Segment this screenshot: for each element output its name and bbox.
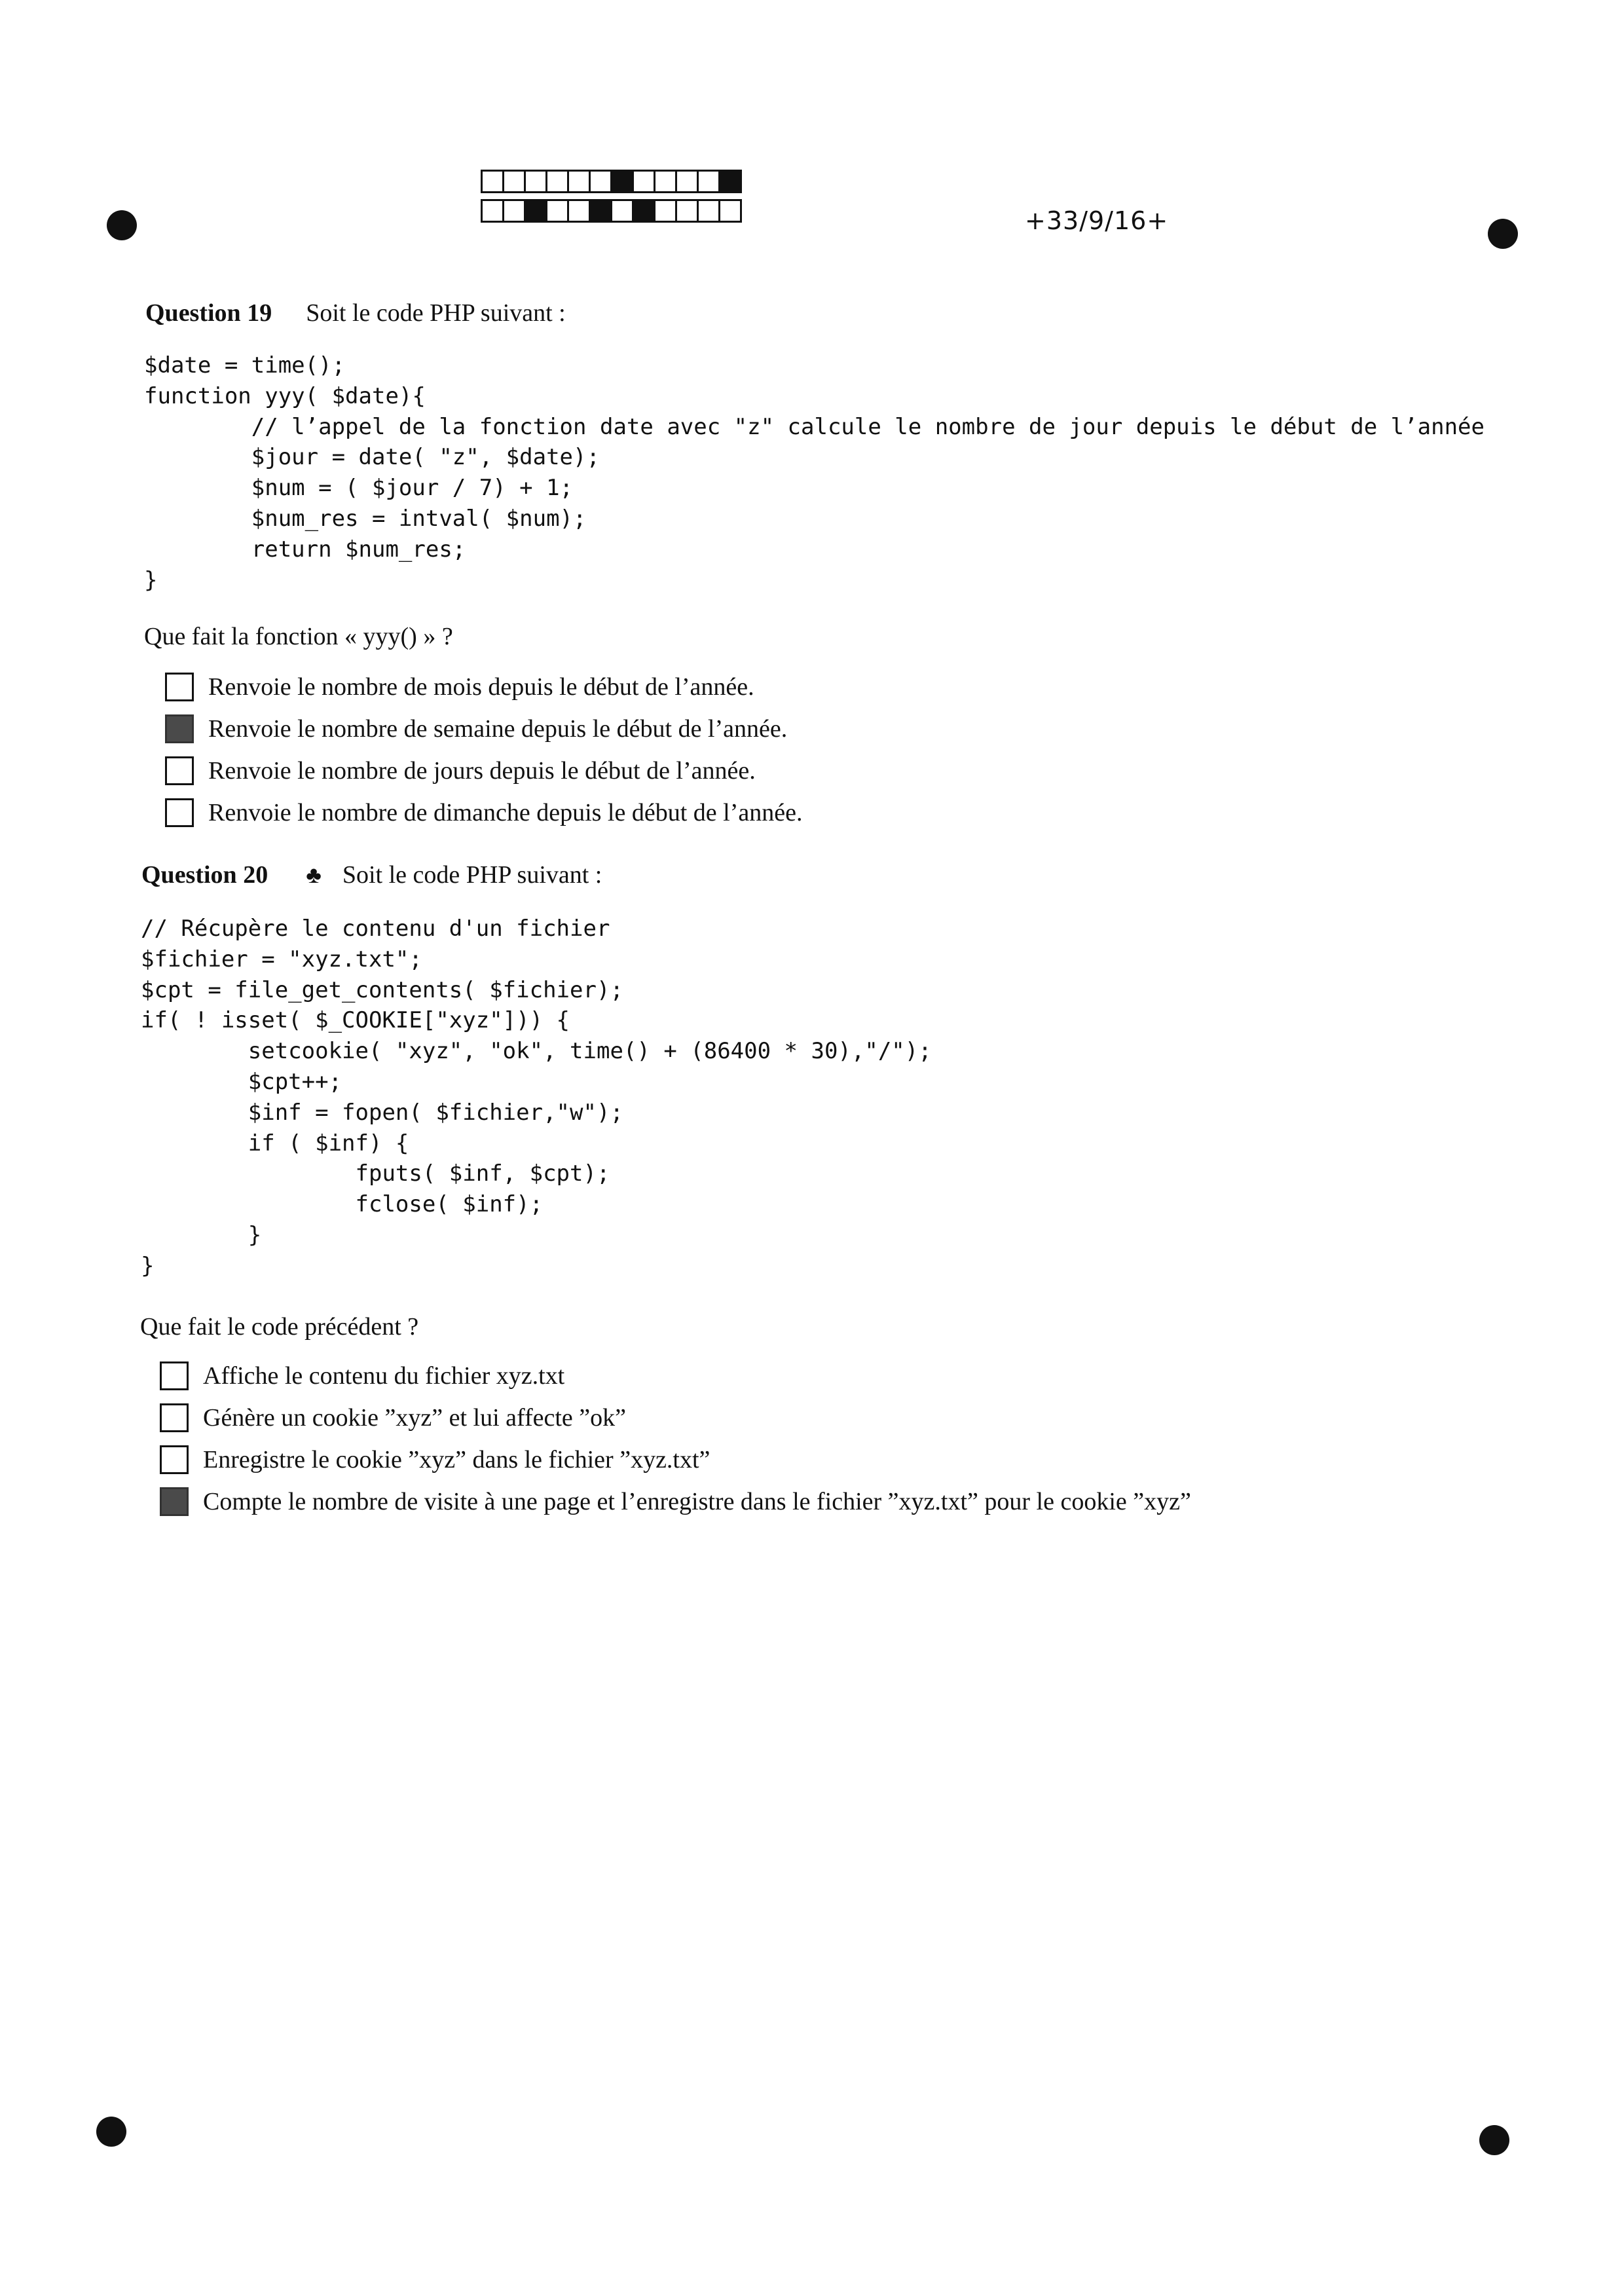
q19-option-2-label: Renvoie le nombre de semaine depuis le début de l’année.: [208, 715, 788, 743]
q19-option-4-checkbox[interactable]: [165, 798, 194, 827]
barcode-cell: [481, 199, 504, 223]
question-19-header: [145, 299, 566, 327]
question-19-prompt: Que fait la fonction « yyy() » ?: [144, 623, 453, 650]
question-20-intro: Soit le code PHP suivant :: [342, 861, 602, 889]
barcode-cell: [524, 199, 547, 223]
registration-mark-bottom-right: [1479, 2125, 1509, 2155]
barcode-cell: [654, 170, 677, 193]
q19-option-2-checkbox[interactable]: [165, 714, 194, 743]
barcode-cell: [545, 170, 569, 193]
q20-option-3-checkbox[interactable]: [160, 1445, 189, 1474]
q20-option-1-checkbox[interactable]: [160, 1361, 189, 1390]
q20-option-3-label: Enregistre le cookie ”xyz” dans le fichier ”xyz.txt”: [203, 1446, 710, 1473]
q19-option-3-checkbox[interactable]: [165, 756, 194, 785]
barcode-cell: [567, 199, 591, 223]
question-19-code: $date = time(); function yyy( $date){ // l’appel de la fonction date avec "z" calcule le nombre de jour depuis le début de l’année $jour = date( "z", $date); $num = ( $jour / 7) + 1; $num_res = intval( $num); return $num_res; }: [144, 352, 1485, 593]
q20-option-3[interactable]: [160, 1445, 710, 1474]
barcode-cell: [675, 170, 699, 193]
barcode-cell: [481, 170, 504, 193]
barcode-cell: [545, 199, 569, 223]
q20-option-4[interactable]: [160, 1487, 1191, 1516]
question-20-number: Question 20: [141, 861, 268, 889]
barcode-cell: [610, 170, 634, 193]
q19-option-4[interactable]: [165, 798, 802, 827]
page-id: +33/9/16+: [1025, 206, 1169, 235]
barcode-cell: [502, 170, 526, 193]
q20-option-1-label: Affiche le contenu du fichier xyz.txt: [203, 1362, 565, 1390]
question-20-prompt: Que fait le code précédent ?: [140, 1313, 419, 1341]
barcode-cell: [589, 170, 612, 193]
barcode-row-top: [481, 170, 740, 193]
barcode-cell: [654, 199, 677, 223]
q19-option-3-label: Renvoie le nombre de jours depuis le début de l’année.: [208, 757, 756, 785]
barcode-cell: [567, 170, 591, 193]
club-icon: ♣: [306, 862, 322, 888]
barcode-cell: [524, 170, 547, 193]
barcode-cell: [632, 199, 655, 223]
q20-option-4-checkbox[interactable]: [160, 1487, 189, 1516]
q20-option-2-checkbox[interactable]: [160, 1403, 189, 1432]
registration-mark-top-right: [1488, 219, 1518, 249]
barcode-cell: [589, 199, 612, 223]
question-19-intro: Soit le code PHP suivant :: [306, 299, 566, 327]
q19-option-1-checkbox[interactable]: [165, 673, 194, 701]
q20-option-1[interactable]: [160, 1361, 564, 1390]
registration-mark-bottom-left: [96, 2117, 126, 2147]
registration-mark-top-left: [107, 210, 137, 240]
q20-option-4-label: Compte le nombre de visite à une page et l’enregistre dans le fichier ”xyz.txt” pour le cookie ”xyz”: [203, 1488, 1191, 1515]
barcode-cell: [718, 199, 742, 223]
q19-option-2[interactable]: [165, 714, 787, 743]
q19-option-3[interactable]: [165, 756, 756, 785]
barcode-cell: [502, 199, 526, 223]
q19-option-1[interactable]: [165, 673, 754, 701]
barcode-cell: [718, 170, 742, 193]
barcode-row-bottom: [481, 199, 740, 223]
barcode-cell: [675, 199, 699, 223]
q20-option-2-label: Génère un cookie ”xyz” et lui affecte ”ok”: [203, 1404, 626, 1432]
q20-option-2[interactable]: [160, 1403, 626, 1432]
q19-option-4-label: Renvoie le nombre de dimanche depuis le début de l’année.: [208, 799, 803, 826]
barcode-cell: [697, 199, 720, 223]
q19-option-1-label: Renvoie le nombre de mois depuis le début de l’année.: [208, 673, 754, 701]
barcode-cell: [632, 170, 655, 193]
question-20-header: [141, 861, 602, 889]
barcode-cell: [610, 199, 634, 223]
question-20-code: // Récupère le contenu d'un fichier $fichier = "xyz.txt"; $cpt = file_get_contents( $fichier); if( ! isset( $_COOKIE["xyz"])) { setcookie( "xyz", "ok", time() + (86400 * 30),"/"); $cpt++; $inf = fopen( $fichier,"w"); if ( $inf) { fputs( $inf, $cpt); fclose( $inf); } }: [141, 916, 932, 1279]
barcode-cell: [697, 170, 720, 193]
question-19-number: Question 19: [145, 299, 272, 327]
